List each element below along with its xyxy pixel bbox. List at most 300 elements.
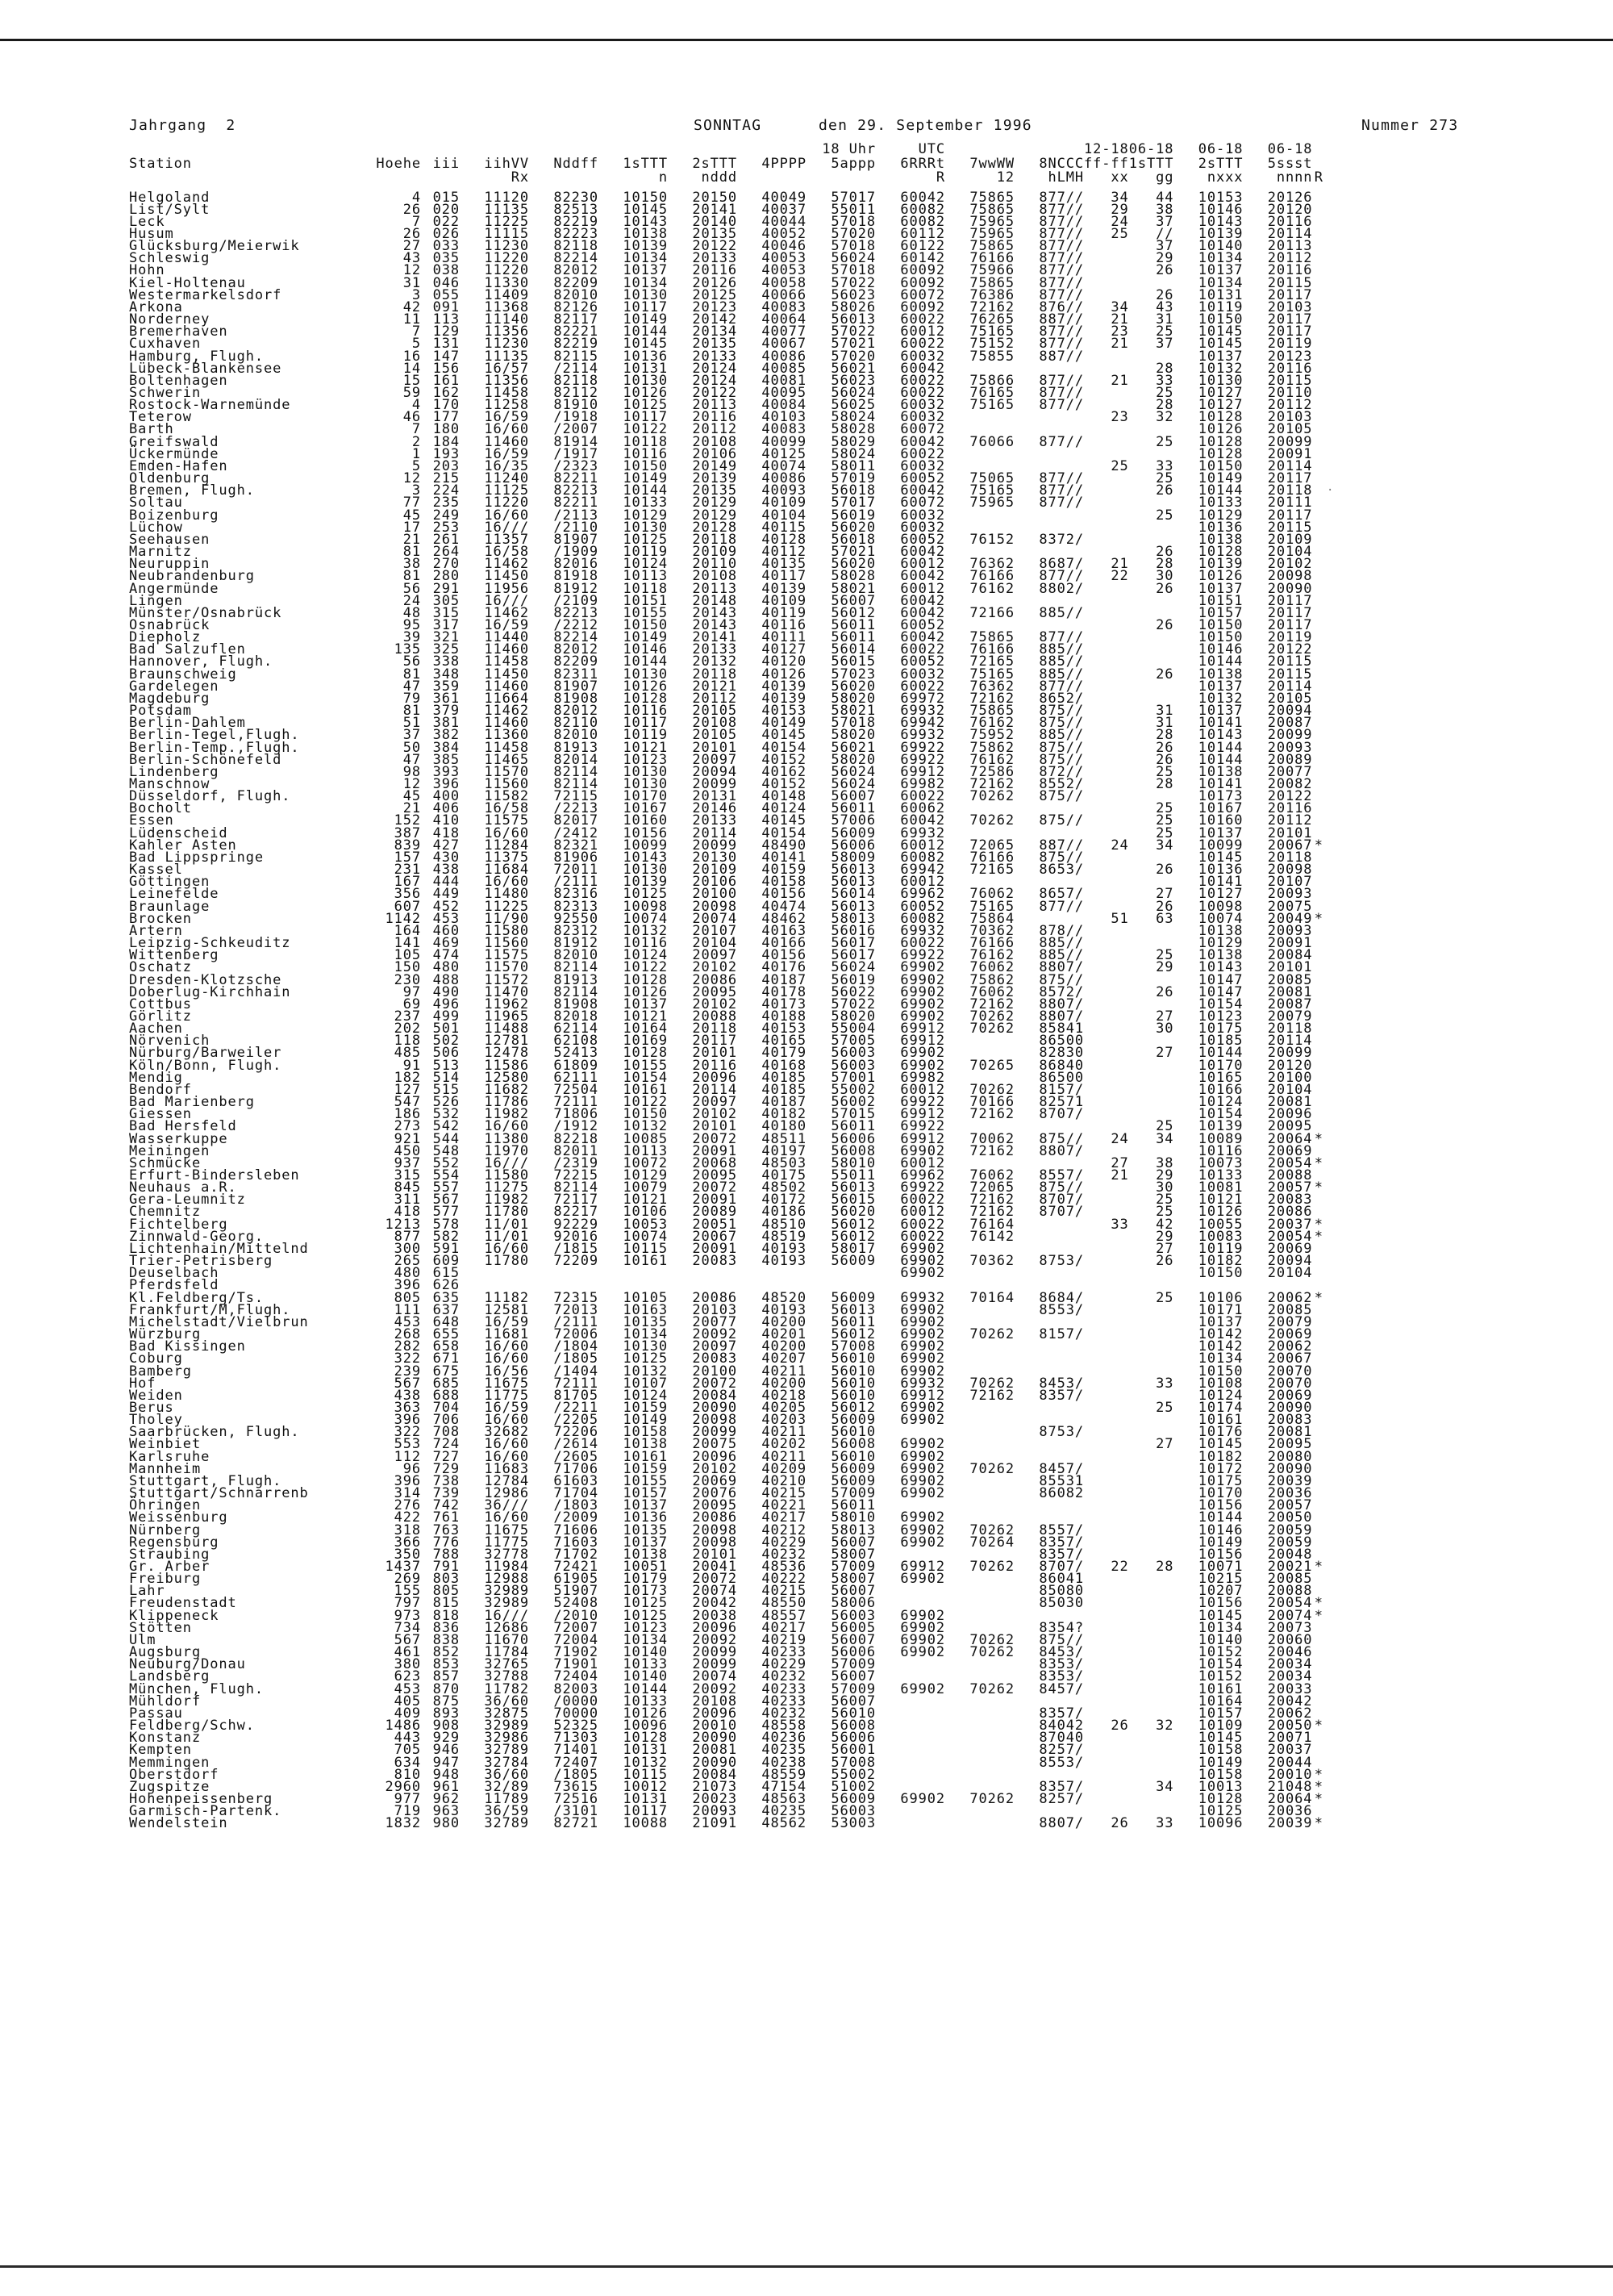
station-height: 26 bbox=[402, 201, 421, 218]
synop-group: 55002 bbox=[831, 1081, 876, 1098]
synop-group: 11682 bbox=[484, 1081, 529, 1098]
synop-group: 69912 bbox=[900, 1021, 945, 1037]
synop-group: 10115 bbox=[623, 1766, 668, 1783]
synop-group: 56006 bbox=[831, 837, 876, 854]
synop-group: 20097 bbox=[692, 947, 737, 964]
synop-group: 16/56 bbox=[484, 1363, 529, 1380]
temp-max: 10182 bbox=[1198, 1253, 1244, 1270]
gust-ff bbox=[1084, 1500, 1129, 1512]
synop-group: 8707/ bbox=[1039, 1192, 1084, 1209]
gust-gg: 31 bbox=[1156, 311, 1174, 328]
station-height: 16 bbox=[402, 348, 421, 365]
synop-group: 82003 bbox=[553, 1680, 598, 1697]
gust-ff bbox=[1084, 705, 1129, 717]
station-name: Weiden bbox=[129, 1387, 183, 1404]
gust-gg: 29 bbox=[1156, 1228, 1174, 1245]
synop-group: 10130 bbox=[623, 666, 668, 683]
gust-ff bbox=[1084, 888, 1129, 900]
synop-group: 40066 bbox=[761, 286, 806, 303]
gust-ff bbox=[1084, 717, 1129, 729]
synop-group: 10157 bbox=[623, 1485, 668, 1502]
synop-group: 10161 bbox=[623, 1253, 668, 1270]
station-id: 469 bbox=[432, 935, 460, 952]
synop-group: 20126 bbox=[692, 274, 737, 291]
synop-group: 20116 bbox=[692, 262, 737, 279]
synop-group: 20023 bbox=[692, 1790, 737, 1807]
mountain-mark bbox=[1312, 669, 1325, 681]
synop-group: /2412 bbox=[553, 824, 598, 841]
gust-gg: 25 bbox=[1156, 800, 1174, 817]
station-name: Oberstdorf bbox=[129, 1766, 219, 1783]
synop-group: 81908 bbox=[553, 690, 598, 707]
temp-min: 20069 bbox=[1267, 1142, 1313, 1159]
synop-group: 69942 bbox=[900, 862, 945, 879]
station-id: 038 bbox=[432, 262, 460, 279]
synop-group: 62111 bbox=[553, 1069, 598, 1086]
gust-gg bbox=[1129, 1647, 1174, 1659]
synop-group: 8807/ bbox=[1039, 996, 1084, 1012]
synop-group: 877// bbox=[1039, 250, 1084, 267]
mountain-mark bbox=[1312, 1317, 1325, 1329]
synop-group: 10117 bbox=[623, 298, 668, 315]
temp-max: 10142 bbox=[1198, 1338, 1244, 1355]
synop-group: 10130 bbox=[623, 372, 668, 389]
temp-min: 20116 bbox=[1267, 360, 1313, 377]
synop-group: 12580 bbox=[484, 1069, 529, 1086]
station-name: Schleswig bbox=[129, 250, 210, 267]
synop-group: 58013 bbox=[831, 1522, 876, 1538]
synop-group: 20095 bbox=[692, 1497, 737, 1514]
synop-group: 11560 bbox=[484, 776, 529, 792]
temp-min: 20090 bbox=[1267, 580, 1313, 597]
synop-group: 20146 bbox=[692, 800, 737, 817]
synop-group: 75152 bbox=[969, 336, 1015, 353]
mountain-mark bbox=[1312, 950, 1325, 962]
synop-group: 72421 bbox=[553, 1559, 598, 1575]
synop-group: 86500 bbox=[1039, 1033, 1084, 1050]
synop-group: 10116 bbox=[623, 445, 668, 462]
station-id: 738 bbox=[432, 1472, 460, 1489]
station-name: Essen bbox=[129, 812, 174, 829]
synop-group: 11409 bbox=[484, 286, 529, 303]
synop-group: 56009 bbox=[831, 1472, 876, 1489]
synop-group: 86041 bbox=[1039, 1571, 1084, 1588]
mountain-mark bbox=[1312, 1647, 1325, 1659]
synop-group: 56011 bbox=[831, 1118, 876, 1135]
synop-group: 60092 bbox=[900, 298, 945, 315]
synop-group: 82114 bbox=[553, 959, 598, 976]
temp-min: 20081 bbox=[1267, 983, 1313, 1000]
synop-group: 58009 bbox=[831, 849, 876, 866]
synop-group: 11675 bbox=[484, 1375, 529, 1392]
synop-group: 40233 bbox=[761, 1680, 806, 1697]
synop-group: 40173 bbox=[761, 996, 806, 1012]
temp-max: 10128 bbox=[1198, 433, 1244, 450]
gust-ff bbox=[1084, 1426, 1129, 1438]
synop-group: 40141 bbox=[761, 849, 806, 866]
temp-min: 20091 bbox=[1267, 935, 1313, 952]
mountain-mark bbox=[1312, 962, 1325, 974]
temp-max: 10128 bbox=[1198, 544, 1244, 561]
synop-group bbox=[1015, 510, 1084, 522]
station-name: Regensburg bbox=[129, 1534, 219, 1551]
synop-group: /1912 bbox=[553, 1118, 598, 1135]
gust-ff bbox=[1084, 510, 1129, 522]
synop-group: 877// bbox=[1039, 225, 1084, 242]
station-name: Bremen, Flugh. bbox=[129, 482, 255, 499]
synop-group: 885// bbox=[1039, 641, 1084, 658]
synop-group: 40159 bbox=[761, 862, 806, 879]
gust-ff bbox=[1084, 1329, 1129, 1341]
synop-group: 11683 bbox=[484, 1460, 529, 1477]
station-height: 314 bbox=[394, 1485, 421, 1502]
station-name: Leck bbox=[129, 213, 165, 230]
synop-group: 69902 bbox=[900, 1008, 945, 1025]
station-height: 623 bbox=[394, 1668, 421, 1685]
synop-group: 69902 bbox=[900, 1363, 945, 1380]
station-id: 526 bbox=[432, 1094, 460, 1111]
column-header: Hoehe bbox=[376, 155, 421, 172]
synop-group: 20074 bbox=[692, 910, 737, 927]
temp-max: 10126 bbox=[1198, 1204, 1244, 1221]
gust-gg bbox=[1129, 1476, 1174, 1488]
temp-max: 10128 bbox=[1198, 445, 1244, 462]
temp-max: 10161 bbox=[1198, 1680, 1244, 1697]
synop-group: 8157/ bbox=[1039, 1081, 1084, 1098]
synop-group: 11780 bbox=[484, 1253, 529, 1270]
temp-max: 10134 bbox=[1198, 250, 1244, 267]
synop-group: 40074 bbox=[761, 457, 806, 474]
synop-group: 40215 bbox=[761, 1485, 806, 1502]
gust-gg: 30 bbox=[1156, 568, 1174, 585]
station-name: Freiburg bbox=[129, 1571, 202, 1588]
station-height: 453 bbox=[394, 1680, 421, 1697]
synop-group: 20086 bbox=[692, 1509, 737, 1526]
synop-group: 81913 bbox=[553, 971, 598, 988]
synop-group: 40120 bbox=[761, 653, 806, 670]
synop-group: 40200 bbox=[761, 1338, 806, 1355]
station-id: 055 bbox=[432, 286, 460, 303]
station-id: 321 bbox=[432, 629, 460, 646]
synop-group: 92229 bbox=[553, 1216, 598, 1233]
station-id: 947 bbox=[432, 1754, 460, 1771]
synop-group: 72586 bbox=[969, 763, 1015, 780]
station-id: 542 bbox=[432, 1118, 460, 1135]
station-name: Berlin-Temp.,Flugh. bbox=[129, 739, 300, 756]
synop-group: 20118 bbox=[692, 666, 737, 683]
synop-group: 40185 bbox=[761, 1069, 806, 1086]
gust-ff bbox=[1084, 1659, 1129, 1671]
synop-group: 48536 bbox=[761, 1559, 806, 1575]
temp-max: 10106 bbox=[1198, 1289, 1244, 1306]
table-row bbox=[129, 1267, 1325, 1279]
station-height: 567 bbox=[394, 1375, 421, 1392]
synop-group: 76162 bbox=[969, 715, 1015, 732]
station-height: 7 bbox=[411, 324, 421, 340]
station-id: 460 bbox=[432, 922, 460, 939]
synop-group: 10117 bbox=[623, 1803, 668, 1820]
temp-min: 20105 bbox=[1267, 421, 1313, 438]
synop-group: 32784 bbox=[484, 1754, 529, 1771]
synop-group: 8453/ bbox=[1039, 1375, 1084, 1392]
issue-number: Nummer 273 bbox=[1361, 117, 1459, 134]
synop-group: 69902 bbox=[900, 983, 945, 1000]
synop-group: 40049 bbox=[761, 189, 806, 206]
synop-group: 11125 bbox=[484, 482, 529, 499]
temp-min: 20117 bbox=[1267, 286, 1313, 303]
synop-group: 40117 bbox=[761, 568, 806, 585]
station-name: Öhringen bbox=[129, 1497, 202, 1514]
gust-ff bbox=[1084, 803, 1129, 815]
station-name: Fichtelberg bbox=[129, 1216, 228, 1233]
station-id: 836 bbox=[432, 1619, 460, 1636]
gust-ff: 23 bbox=[1111, 409, 1129, 426]
synop-group: 20090 bbox=[692, 1730, 737, 1747]
synop-group bbox=[598, 1267, 668, 1279]
station-name: Düsseldorf, Flugh. bbox=[129, 788, 291, 805]
mountain-mark: * bbox=[1314, 1766, 1323, 1783]
temp-max: 10137 bbox=[1198, 824, 1244, 841]
synop-group: 20084 bbox=[692, 1387, 737, 1404]
temp-min: 20103 bbox=[1267, 298, 1313, 315]
synop-group: 60052 bbox=[900, 470, 945, 487]
synop-group: 56014 bbox=[831, 641, 876, 658]
synop-group: 8807/ bbox=[1039, 1142, 1084, 1159]
synop-group bbox=[945, 1659, 1015, 1671]
temp-max: 10172 bbox=[1198, 1460, 1244, 1477]
mountain-mark bbox=[1312, 1451, 1325, 1463]
synop-group: 72162 bbox=[969, 298, 1015, 315]
synop-group: 877// bbox=[1039, 678, 1084, 695]
synop-group: 40187 bbox=[761, 1094, 806, 1111]
station-id: 270 bbox=[432, 556, 460, 573]
gust-ff bbox=[1084, 693, 1129, 705]
gust-ff bbox=[1084, 1757, 1129, 1769]
synop-group: 10124 bbox=[623, 556, 668, 573]
gust-gg bbox=[1129, 1684, 1174, 1696]
temp-min: 20042 bbox=[1267, 1693, 1313, 1709]
station-height: 405 bbox=[394, 1693, 421, 1709]
station-height: 1142 bbox=[385, 910, 421, 927]
synop-group: /1404 bbox=[553, 1363, 598, 1380]
synop-group: 71902 bbox=[553, 1644, 598, 1661]
mountain-mark: * bbox=[1314, 1778, 1323, 1795]
column-header: 8NCCC bbox=[1039, 155, 1084, 172]
synop-group: 40193 bbox=[761, 1240, 806, 1257]
synop-group: 20092 bbox=[692, 1631, 737, 1648]
synop-group: 48502 bbox=[761, 1179, 806, 1196]
gust-gg bbox=[1129, 1671, 1174, 1683]
synop-group: 40046 bbox=[761, 238, 806, 255]
station-name: Schwerin bbox=[129, 385, 202, 401]
temp-max: 10154 bbox=[1198, 1656, 1244, 1673]
synop-group: 40166 bbox=[761, 935, 806, 952]
synop-group: 885// bbox=[1039, 666, 1084, 683]
temp-max: 10175 bbox=[1198, 1472, 1244, 1489]
synop-group bbox=[876, 1696, 945, 1708]
synop-group: 40109 bbox=[761, 592, 806, 609]
temp-max: 10142 bbox=[1198, 1326, 1244, 1343]
station-name: Coburg bbox=[129, 1350, 183, 1367]
synop-group: 10136 bbox=[623, 1509, 668, 1526]
temp-max: 10160 bbox=[1198, 812, 1244, 829]
synop-group bbox=[945, 1267, 1015, 1279]
synop-group: 8357/ bbox=[1039, 1387, 1084, 1404]
synop-group: 69902 bbox=[900, 959, 945, 976]
synop-group: 69982 bbox=[900, 1069, 945, 1086]
mountain-mark bbox=[1312, 1267, 1325, 1279]
station-id: 444 bbox=[432, 874, 460, 891]
synop-group bbox=[945, 1573, 1015, 1585]
station-height: 56 bbox=[402, 653, 421, 670]
station-id: 156 bbox=[432, 360, 460, 377]
gust-gg bbox=[1129, 1732, 1174, 1744]
synop-group: 20074 bbox=[692, 1668, 737, 1685]
mountain-mark: * bbox=[1314, 1154, 1323, 1171]
synop-group: 82513 bbox=[553, 201, 598, 218]
synop-group: 71702 bbox=[553, 1546, 598, 1563]
synop-group: 48563 bbox=[761, 1790, 806, 1807]
synop-group: 75952 bbox=[969, 727, 1015, 744]
station-name: Braunlage bbox=[129, 898, 210, 915]
synop-group: 76166 bbox=[969, 568, 1015, 585]
synop-group: 40172 bbox=[761, 1192, 806, 1209]
mountain-mark bbox=[1312, 1537, 1325, 1549]
station-id: 853 bbox=[432, 1656, 460, 1673]
temp-max: 10137 bbox=[1198, 262, 1244, 279]
synop-group: 81918 bbox=[553, 568, 598, 585]
synop-group: 72404 bbox=[553, 1668, 598, 1685]
synop-group: 11/01 bbox=[484, 1228, 529, 1245]
station-name: Leinefelde bbox=[129, 886, 219, 903]
synop-group: 10143 bbox=[623, 849, 668, 866]
temp-min: 20034 bbox=[1267, 1656, 1313, 1673]
synop-group: 10145 bbox=[623, 336, 668, 353]
synop-group: 20086 bbox=[692, 1289, 737, 1306]
synop-group: 887// bbox=[1039, 348, 1084, 365]
synop-group: 32765 bbox=[484, 1656, 529, 1673]
synop-group: 69902 bbox=[900, 1253, 945, 1270]
temp-max: 10133 bbox=[1198, 495, 1244, 511]
temp-min: 20084 bbox=[1267, 947, 1313, 964]
synop-group: 12988 bbox=[484, 1571, 529, 1588]
synop-group: 40044 bbox=[761, 213, 806, 230]
station-name: Chemnitz bbox=[129, 1204, 202, 1221]
temp-max: 10170 bbox=[1198, 1485, 1244, 1502]
synop-group: 40095 bbox=[761, 385, 806, 401]
synop-group: 58020 bbox=[831, 690, 876, 707]
synop-group: 58010 bbox=[831, 1509, 876, 1526]
synop-group: 56013 bbox=[831, 1179, 876, 1196]
gust-ff bbox=[1084, 595, 1129, 607]
synop-group bbox=[876, 1708, 945, 1720]
synop-group: 57009 bbox=[831, 1559, 876, 1575]
synop-group: 10072 bbox=[623, 1154, 668, 1171]
synop-group: 71303 bbox=[553, 1730, 598, 1747]
station-name: Neubrandenburg bbox=[129, 568, 255, 585]
mountain-mark bbox=[1312, 779, 1325, 791]
station-id: 724 bbox=[432, 1436, 460, 1453]
synop-group: 75855 bbox=[969, 348, 1015, 365]
synop-group: 60012 bbox=[900, 1081, 945, 1098]
synop-group: 877// bbox=[1039, 495, 1084, 511]
synop-group: 69912 bbox=[900, 1559, 945, 1575]
synop-group: /1805 bbox=[553, 1766, 598, 1783]
synop-group: 10132 bbox=[623, 1754, 668, 1771]
mountain-mark: * bbox=[1314, 837, 1323, 854]
station-name: Cottbus bbox=[129, 996, 192, 1012]
synop-group: /2113 bbox=[553, 507, 598, 524]
station-name: Lahr bbox=[129, 1583, 165, 1600]
temp-min: 20039 bbox=[1267, 1815, 1313, 1832]
gust-gg bbox=[1129, 1341, 1174, 1353]
station-height: 96 bbox=[402, 1460, 421, 1477]
synop-group: 76265 bbox=[969, 311, 1015, 328]
synop-group: 10099 bbox=[623, 837, 668, 854]
synop-group: 10130 bbox=[623, 1338, 668, 1355]
synop-group: 70264 bbox=[969, 1534, 1015, 1551]
temp-min: 20095 bbox=[1267, 1436, 1313, 1453]
synop-group: 11570 bbox=[484, 763, 529, 780]
synop-group: 70262 bbox=[969, 1559, 1015, 1575]
gust-ff bbox=[1084, 656, 1129, 668]
synop-group: 877// bbox=[1039, 433, 1084, 450]
station-name: Neuhaus a.R. bbox=[129, 1179, 237, 1196]
synop-group: 76386 bbox=[969, 286, 1015, 303]
synop-group: 56009 bbox=[831, 824, 876, 841]
synop-group bbox=[876, 1757, 945, 1769]
synop-group: 10137 bbox=[623, 1534, 668, 1551]
gust-ff bbox=[1084, 1108, 1129, 1121]
synop-group: 56003 bbox=[831, 1045, 876, 1062]
mountain-mark bbox=[1312, 1329, 1325, 1341]
synop-group: 10137 bbox=[623, 996, 668, 1012]
temp-max: 10147 bbox=[1198, 971, 1244, 988]
gust-ff: 21 bbox=[1111, 311, 1129, 328]
temp-min: 20122 bbox=[1267, 788, 1313, 805]
column-header: ff-ff bbox=[1084, 155, 1129, 172]
station-name: Lingen bbox=[129, 592, 183, 609]
station-name: Gera-Leumnitz bbox=[129, 1192, 246, 1209]
temp-min: 20115 bbox=[1267, 519, 1313, 536]
station-id: 035 bbox=[432, 250, 460, 267]
synop-group: 10136 bbox=[623, 348, 668, 365]
synop-group: 20067 bbox=[692, 1228, 737, 1245]
synop-group: 8357/ bbox=[1039, 1705, 1084, 1722]
synop-group bbox=[876, 1769, 945, 1781]
synop-group: 20089 bbox=[692, 1204, 737, 1221]
temp-min: 20113 bbox=[1267, 238, 1313, 255]
synop-group: 40058 bbox=[761, 274, 806, 291]
synop-group: 72117 bbox=[553, 1192, 598, 1209]
gust-ff bbox=[1084, 864, 1129, 876]
synop-group: 56008 bbox=[831, 1718, 876, 1735]
synop-group: 11670 bbox=[484, 1631, 529, 1648]
synop-group: 10117 bbox=[623, 409, 668, 426]
station-name: Boltenhagen bbox=[129, 372, 228, 389]
synop-group: 11789 bbox=[484, 1790, 529, 1807]
station-id: 359 bbox=[432, 678, 460, 695]
station-name: Garmisch-Partenk. bbox=[129, 1803, 282, 1820]
column-header: 5ssst bbox=[1267, 155, 1313, 172]
mountain-mark bbox=[1312, 1438, 1325, 1451]
synop-group: 72115 bbox=[553, 788, 598, 805]
synop-group: 10128 bbox=[623, 1730, 668, 1747]
synop-group: 10126 bbox=[623, 1705, 668, 1722]
column-header: 06-18 bbox=[1267, 141, 1313, 157]
temp-min: 20039 bbox=[1267, 1472, 1313, 1489]
synop-group: 11230 bbox=[484, 238, 529, 255]
